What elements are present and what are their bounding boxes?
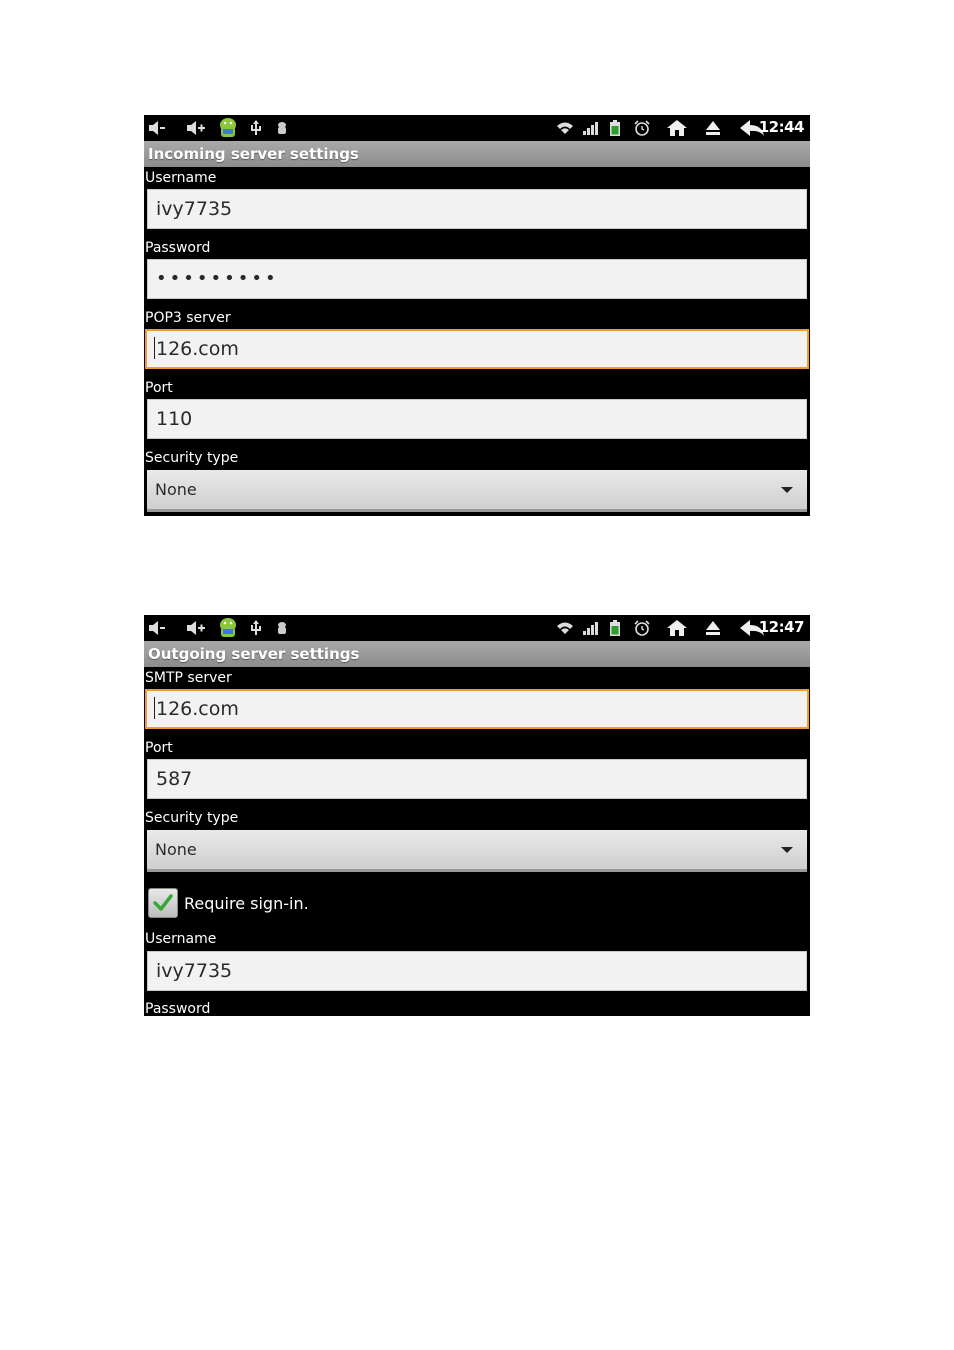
android-market-icon bbox=[217, 616, 239, 640]
smtp-server-label: SMTP server bbox=[145, 670, 232, 686]
security-type-label: Security type bbox=[145, 450, 239, 466]
signal-icon bbox=[582, 619, 600, 637]
eject-icon bbox=[705, 619, 721, 637]
pop3-server-input[interactable] bbox=[145, 329, 809, 369]
status-bar bbox=[144, 615, 810, 641]
text-caret bbox=[154, 337, 155, 359]
security-type-select[interactable] bbox=[147, 470, 807, 512]
battery-icon bbox=[609, 619, 621, 637]
screen-title: Outgoing server settings bbox=[144, 641, 810, 667]
status-time: 12:44 bbox=[758, 118, 804, 136]
security-type-select[interactable] bbox=[147, 830, 807, 872]
signal-icon bbox=[582, 119, 600, 137]
dropdown-arrow-icon bbox=[781, 487, 793, 493]
debug-icon bbox=[275, 619, 289, 637]
screen-title: Incoming server settings bbox=[144, 141, 810, 167]
pop3-server-label: POP3 server bbox=[145, 310, 231, 326]
wifi-icon bbox=[556, 119, 574, 137]
android-market-icon bbox=[217, 116, 239, 140]
require-signin-label[interactable]: Require sign-in. bbox=[184, 894, 309, 913]
alarm-icon bbox=[634, 119, 650, 137]
username-input[interactable]: ivy7735 bbox=[147, 951, 807, 991]
security-type-value: None bbox=[155, 840, 197, 859]
status-time: 12:47 bbox=[758, 618, 804, 636]
debug-icon bbox=[275, 119, 289, 137]
battery-icon bbox=[609, 119, 621, 137]
dropdown-arrow-icon bbox=[781, 847, 793, 853]
volume-down-icon bbox=[148, 619, 166, 637]
alarm-icon bbox=[634, 619, 650, 637]
checkmark-icon bbox=[153, 893, 173, 913]
security-type-label: Security type bbox=[145, 810, 239, 826]
password-label: Password bbox=[145, 240, 211, 256]
username-label: Username bbox=[145, 931, 217, 947]
smtp-server-value: 126.com bbox=[156, 698, 239, 720]
home-icon bbox=[667, 619, 687, 637]
eject-icon bbox=[705, 119, 721, 137]
password-label: Password bbox=[145, 1001, 211, 1016]
port-input[interactable]: 587 bbox=[147, 759, 807, 799]
incoming-settings-screen bbox=[144, 115, 810, 516]
security-type-value: None bbox=[155, 480, 197, 499]
status-bar bbox=[144, 115, 810, 141]
require-signin-checkbox[interactable] bbox=[148, 888, 178, 918]
home-icon bbox=[667, 119, 687, 137]
volume-up-icon bbox=[186, 619, 206, 637]
text-caret bbox=[154, 697, 155, 719]
username-input[interactable]: ivy7735 bbox=[147, 189, 807, 229]
usb-icon bbox=[249, 619, 263, 637]
pop3-server-value: 126.com bbox=[156, 338, 239, 360]
usb-icon bbox=[249, 119, 263, 137]
volume-down-icon bbox=[148, 119, 166, 137]
smtp-server-input[interactable] bbox=[145, 689, 809, 729]
username-label: Username bbox=[145, 170, 217, 186]
password-input[interactable]: ••••••••• bbox=[147, 259, 807, 299]
volume-up-icon bbox=[186, 119, 206, 137]
outgoing-settings-screen bbox=[144, 615, 810, 1016]
wifi-icon bbox=[556, 619, 574, 637]
port-label: Port bbox=[145, 380, 173, 396]
port-label: Port bbox=[145, 740, 173, 756]
port-input[interactable]: 110 bbox=[147, 399, 807, 439]
